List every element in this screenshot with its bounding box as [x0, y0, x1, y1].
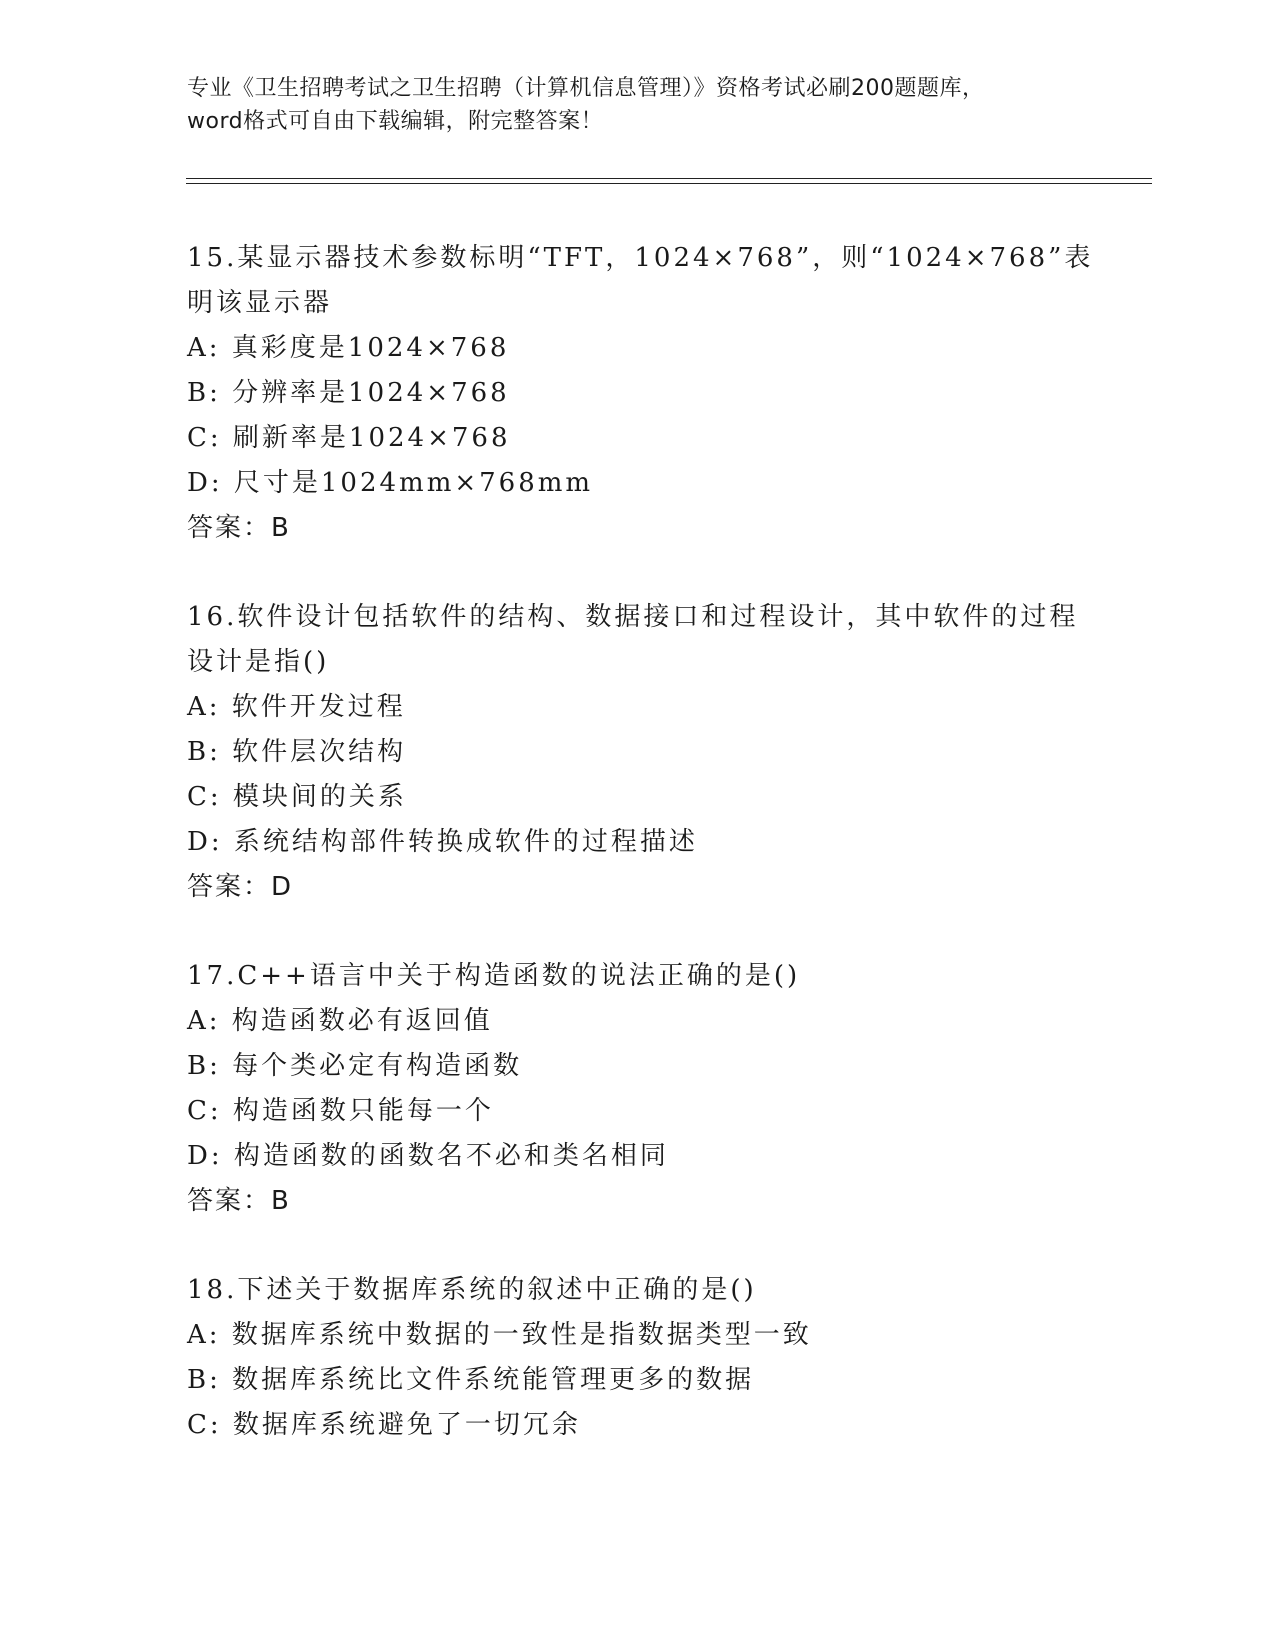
question-16: [187, 595, 1107, 910]
question-15: [187, 236, 1107, 551]
option-d: D: 系统结构部件转换成软件的过程描述: [187, 827, 698, 857]
question-stem: 15.某显示器技术参数标明“TFT，1024×768”，则“1024×768”表明该显示器: [187, 243, 1094, 318]
option-d: D: 尺寸是1024mm×768mm: [187, 468, 594, 498]
document-header: [187, 72, 1087, 138]
answer-label: 答案：B: [187, 1186, 291, 1216]
answer-label: 答案：B: [187, 513, 291, 543]
question-17: [187, 954, 1107, 1224]
header-divider-top: [186, 178, 1152, 179]
option-a: A: 构造函数必有返回值: [187, 1006, 493, 1036]
option-c: C: 模块间的关系: [187, 782, 407, 812]
option-a: A: 软件开发过程: [187, 692, 406, 722]
header-line-2: word格式可自由下载编辑，附完整答案！: [187, 109, 604, 134]
question-18: [187, 1268, 1107, 1448]
option-c: C: 刷新率是1024×768: [187, 423, 511, 453]
answer-label: 答案：D: [187, 872, 294, 902]
question-stem: 17.C++语言中关于构造函数的说法正确的是(): [187, 961, 801, 991]
option-d: D: 构造函数的函数名不必和类名相同: [187, 1141, 669, 1171]
option-b: B: 软件层次结构: [187, 737, 407, 767]
question-stem: 16.软件设计包括软件的结构、数据接口和过程设计，其中软件的过程设计是指(): [187, 602, 1079, 677]
option-c: C: 构造函数只能每一个: [187, 1096, 494, 1126]
option-c: C: 数据库系统避免了一切冗余: [187, 1410, 581, 1440]
option-a: A: 数据库系统中数据的一致性是指数据类型一致: [187, 1320, 812, 1350]
option-b: B: 分辨率是1024×768: [187, 378, 510, 408]
header-divider-bottom: [186, 183, 1152, 184]
question-list: [187, 236, 1107, 1492]
header-line-1: 专业《卫生招聘考试之卫生招聘（计算机信息管理）》资格考试必刷200题题库，: [187, 76, 985, 101]
option-b: B: 数据库系统比文件系统能管理更多的数据: [187, 1365, 755, 1395]
question-stem: 18.下述关于数据库系统的叙述中正确的是(): [187, 1275, 757, 1305]
option-a: A: 真彩度是1024×768: [187, 333, 510, 363]
option-b: B: 每个类必定有构造函数: [187, 1051, 523, 1081]
